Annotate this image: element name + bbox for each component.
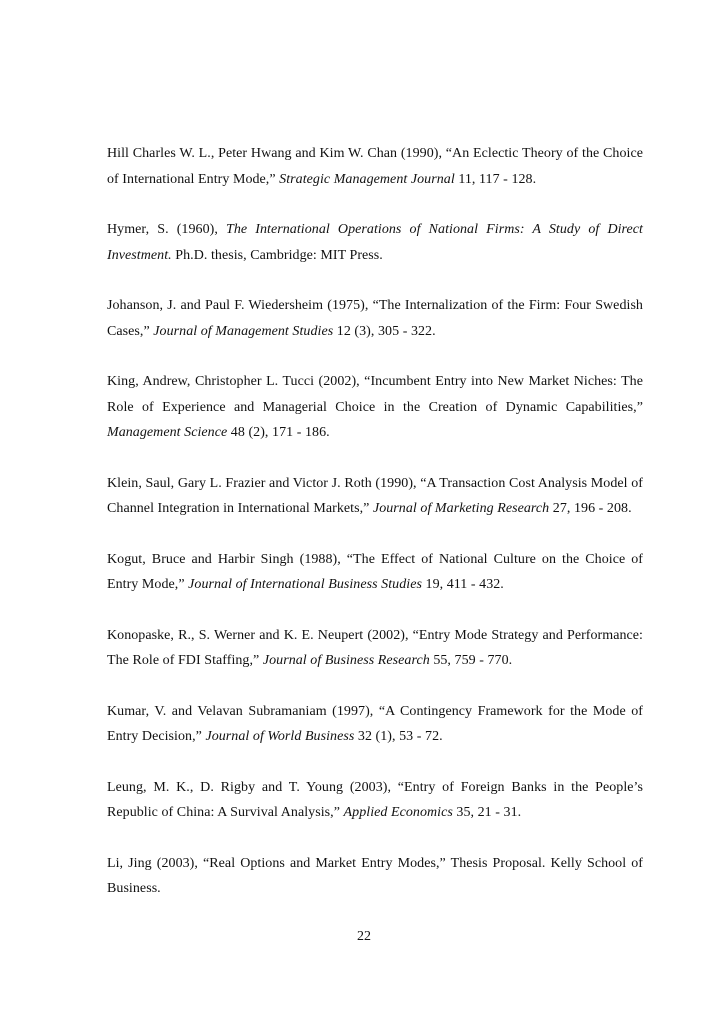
reference-details: Ph.D. thesis, Cambridge: MIT Press.	[171, 247, 383, 263]
reference-entry	[107, 369, 643, 446]
reference-entry	[107, 547, 643, 598]
reference-details: 11, 117 - 128.	[454, 171, 537, 187]
reference-text: Li, Jing (2003), “Real Options and Market Entry Modes,” Thesis Proposal. Kelly School of Business.	[107, 855, 643, 896]
reference-journal: Journal of Business Research	[262, 653, 430, 668]
reference-entry	[107, 851, 643, 902]
reference-text: Klein, Saul, Gary L. Frazier and Victor J. Roth (1990), “A Transaction Cost Analysis Model of Channel Integration in International Markets,”	[107, 475, 643, 516]
reference-text: Hill Charles W. L., Peter Hwang and Kim W. Chan (1990), “An Eclectic Theory of the Choice of International Entry Mode,”	[107, 146, 643, 187]
reference-details: 48 (2), 171 - 186.	[227, 425, 330, 440]
reference-journal: The International Operations of National Firms: A Study of Direct Investment.	[107, 222, 643, 263]
reference-journal: Journal of Marketing Research	[372, 501, 550, 516]
reference-journal: Journal of World Business	[205, 729, 355, 744]
reference-entry	[107, 699, 643, 750]
reference-text: Kumar, V. and Velavan Subramaniam (1997), “A Contingency Framework for the Mode of Entry Decision,”	[107, 703, 643, 744]
reference-list	[107, 141, 643, 927]
reference-journal: Management Science	[107, 425, 228, 440]
reference-entry	[107, 141, 643, 192]
reference-details: 32 (1), 53 - 72.	[354, 729, 443, 744]
reference-details: 19, 411 - 432.	[421, 577, 504, 592]
reference-entry	[107, 293, 643, 344]
reference-entry	[107, 217, 643, 268]
reference-text: King, Andrew, Christopher L. Tucci (2002), “Incumbent Entry into New Market Niches: The Role of Experience and Managerial Choice in the Creation of Dynamic Capabilities,”	[107, 374, 643, 415]
page-number: 22	[357, 929, 371, 944]
reference-text: Kogut, Bruce and Harbir Singh (1988), “The Effect of National Culture on the Choice of Entry Mode,”	[107, 551, 643, 592]
reference-journal: Journal of International Business Studies	[188, 577, 422, 592]
reference-journal: Journal of Management Studies	[153, 323, 334, 339]
reference-entry	[107, 623, 643, 674]
reference-journal: Strategic Management Journal	[279, 171, 455, 187]
reference-entry	[107, 775, 643, 826]
reference-text: Johanson, J. and Paul F. Wiedersheim (1975), “The Internalization of the Firm: Four Swedish Cases,”	[107, 298, 643, 339]
reference-details: 35, 21 - 31.	[452, 805, 522, 820]
reference-journal: Applied Economics	[343, 805, 453, 820]
reference-details: 27, 196 - 208.	[549, 501, 632, 516]
reference-text: Hymer, S. (1960),	[107, 222, 227, 237]
reference-entry	[107, 471, 643, 522]
reference-text: Konopaske, R., S. Werner and K. E. Neupert (2002), “Entry Mode Strategy and Performance: The Role of FDI Staffing,”	[107, 627, 643, 668]
reference-details: 55, 759 - 770.	[429, 653, 513, 668]
reference-text: Leung, M. K., D. Rigby and T. Young (2003), “Entry of Foreign Banks in the People’s Republic of China: A Survival Analysis,”	[107, 779, 643, 820]
reference-details: 12 (3), 305 - 322.	[333, 323, 436, 339]
